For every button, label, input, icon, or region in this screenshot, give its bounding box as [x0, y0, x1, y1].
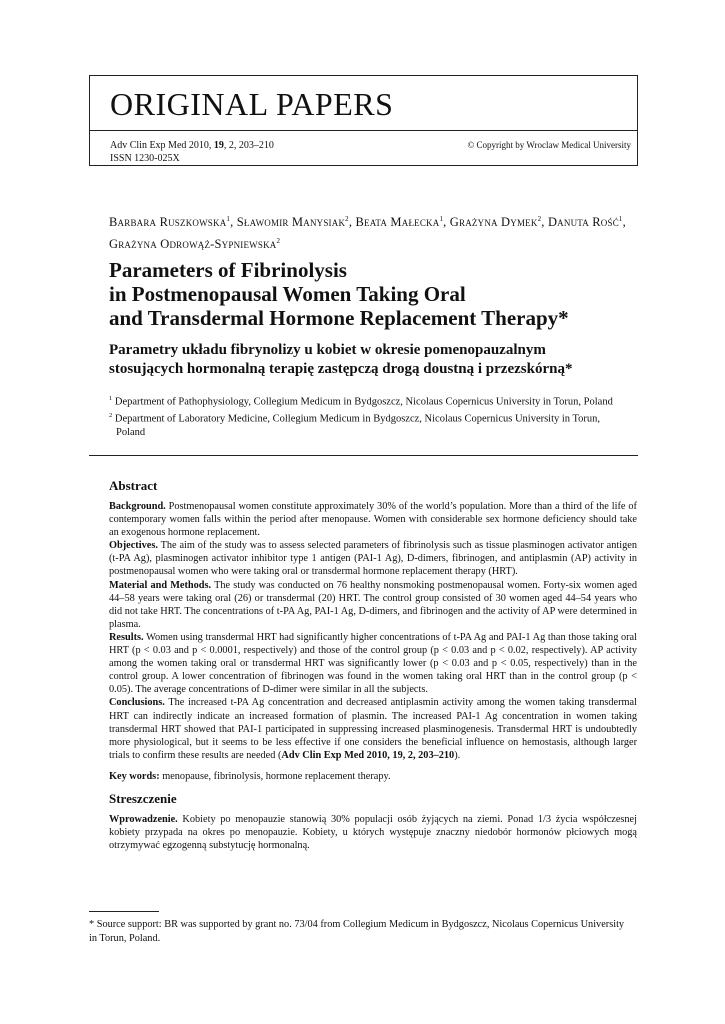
abstract-label: Material and Methods. [109, 579, 212, 591]
author-name: Barbara Ruszkowska [109, 215, 227, 230]
section-title: ORIGINAL PAPERS [110, 86, 394, 122]
abstract-results [109, 631, 637, 696]
author-affil-mark: 2 [345, 215, 349, 223]
streszczenie-wprowadzenie [109, 813, 637, 852]
streszczenie-heading: Streszczenie [109, 790, 177, 806]
affiliation-item [109, 409, 629, 439]
author-name: , Sławomir Manysiak [230, 215, 346, 230]
abstract-objectives [109, 539, 637, 578]
author-name: , Beata Małecka [348, 215, 440, 230]
abstract-text: Kobiety po menopauzie stanowią 30% populacji osób żyjących na ziemi. Ponad 1/3 życia współczesnej kobiety przypada na okres po menopauzie. Kobiety, u których występuje znaczny niedobór hormonów płciowych mogą otrzymywać egzogenną substytucję hormonalną. [109, 813, 637, 852]
abstract-label: Results. [109, 631, 144, 643]
paper-title [109, 258, 629, 330]
abstract-citation: Adv Clin Exp Med 2010, 19, 2, 203–210 [281, 749, 455, 761]
paper-title-line: and Transdermal Hormone Replacement Therapy* [109, 306, 569, 330]
abstract-text: The aim of the study was to assess selected parameters of fibrinolysis such as tissue plasminogen activator antigen (t-PA Ag), plasminogen activator inhibitor type 1 antigen (PAI-1 Ag), D-dimers, fibrinogen, and antiplasmin (AP) activity in postmenopausal women who were taking oral or transdermal hormone replacement therapy (HRT). [109, 540, 637, 578]
footnote: * Source support: BR was supported by grant no. 73/04 from Collegium Medicum in Bydgoszcz, Nicolaus Copernicus University in Torun, Poland. [89, 919, 625, 944]
footnote-rule [89, 911, 159, 912]
affiliation-item [109, 392, 629, 409]
abstract-text: The increased t-PA Ag concentration and decreased antiplasmin activity among the women taking transdermal HRT can indirectly indicate an increased formation of plasmin. The increased PAI-1 Ag concentration in women taking transdermal HRT showed that PAI-1 participated in suppressing increased plasminogenesis. Transdermal HRT is undoubtedly more physiological, but it seems to be less effective if one considers the beneficial influence on hemostasis, although larger trials to confirm these results are needed ( [109, 697, 637, 761]
abstract-label: Wprowadzenie. [109, 813, 178, 825]
abstract-label: Background. [109, 501, 166, 512]
author-affil-mark: 2 [537, 215, 542, 223]
author-name: , Danuta Rość [541, 215, 619, 230]
affiliation-mark: 2 [109, 411, 113, 419]
abstract-text: Women using transdermal HRT had significantly higher concentrations of t-PA Ag and PAI-1 Ag than those taking oral HRT (p < 0.03 and p < 0.0001, respectively) and those of the control group (p < 0.03 and p < 0.02, respectively). AP activity among the women taking oral or transdermal HRT was significantly lower (p < 0.03 and p < 0.05, respectively) than in the control group. A lower concentration of fibrinogen was found in the women taking oral HRT than in the control group (p < 0.05). The average concentrations of D-dimer were similar in all the subjects. [109, 631, 637, 696]
abstract-label: Objectives. [109, 540, 158, 552]
journal-header [89, 75, 638, 166]
author-name: , Grażyna Odrowąż-Sypniewska [109, 215, 626, 252]
paper-title-line: in Postmenopausal Women Taking Oral [109, 282, 466, 306]
journal-issn: ISSN 1230-025X [110, 153, 180, 164]
journal-citation [110, 139, 274, 165]
abstract-label: Conclusions. [109, 697, 165, 709]
affiliations [109, 392, 629, 439]
abstract-heading: Abstract [109, 478, 158, 493]
journal-volume: 19 [213, 140, 224, 151]
keywords-text: menopause, fibrinolysis, hormone replacement therapy. [159, 770, 391, 782]
affiliation-text: Department of Pathophysiology, Collegium Medicum in Bydgoszcz, Nicolaus Copernicus University in Torun, Poland [112, 396, 613, 408]
author-affil-mark: 1 [226, 215, 231, 223]
keywords [109, 770, 637, 783]
polish-title-line: stosujących hormonalną terapię zastępczą drogą doustną i przezskórną* [109, 361, 573, 377]
author-list [109, 210, 629, 254]
keywords-label: Key words: [109, 770, 160, 782]
polish-title-line: Parametry układu fibrynolizy u kobiet w okresie pomenopauzalnym [109, 342, 546, 358]
author-affil-mark: 1 [618, 215, 623, 223]
author-affil-mark: 2 [276, 237, 281, 246]
abstract-methods [109, 579, 637, 631]
journal-name: Adv Clin Exp Med 2010, [110, 140, 214, 151]
copyright-notice: © Copyright by Wroclaw Medical University [467, 140, 631, 150]
abstract-section [109, 478, 637, 852]
journal-pages: , 2, 203–210 [223, 140, 274, 151]
abstract-background [109, 500, 637, 539]
author-affil-mark: 1 [439, 215, 444, 223]
affiliation-text: Department of Laboratory Medicine, Collegium Medicum in Bydgoszcz, Nicolaus Copernicus University in Torun, Poland [112, 413, 601, 438]
abstract-conclusions [109, 696, 637, 761]
abstract-text: Postmenopausal women constitute approximately 30% of the world’s population. More than a third of the life of contemporary women falls within the period after menopause. Women with considerable sex hormone deficiency should take an exogenous hormone replacement. [109, 501, 637, 539]
paper-title-line: Parameters of Fibrinolysis [109, 258, 347, 282]
abstract-text: The study was conducted on 76 healthy nonsmoking postmenopausal women. Forty-six women aged 44–58 years were taking oral (26) or transdermal (20) HRT. The control group consisted of 30 women aged 44–54 years who did not take HRT. The concentrations of t-PA Ag, PAI-1 Ag, D-dimers, and fibrinogen and the activity of AP were determined in plasma. [109, 579, 637, 630]
paper-title-polish [109, 341, 629, 379]
affiliation-mark: 1 [109, 395, 113, 402]
abstract-text: ). [454, 749, 461, 761]
header-rule [90, 130, 637, 131]
author-name: , Grażyna Dymek [443, 215, 538, 230]
section-divider [89, 455, 638, 456]
